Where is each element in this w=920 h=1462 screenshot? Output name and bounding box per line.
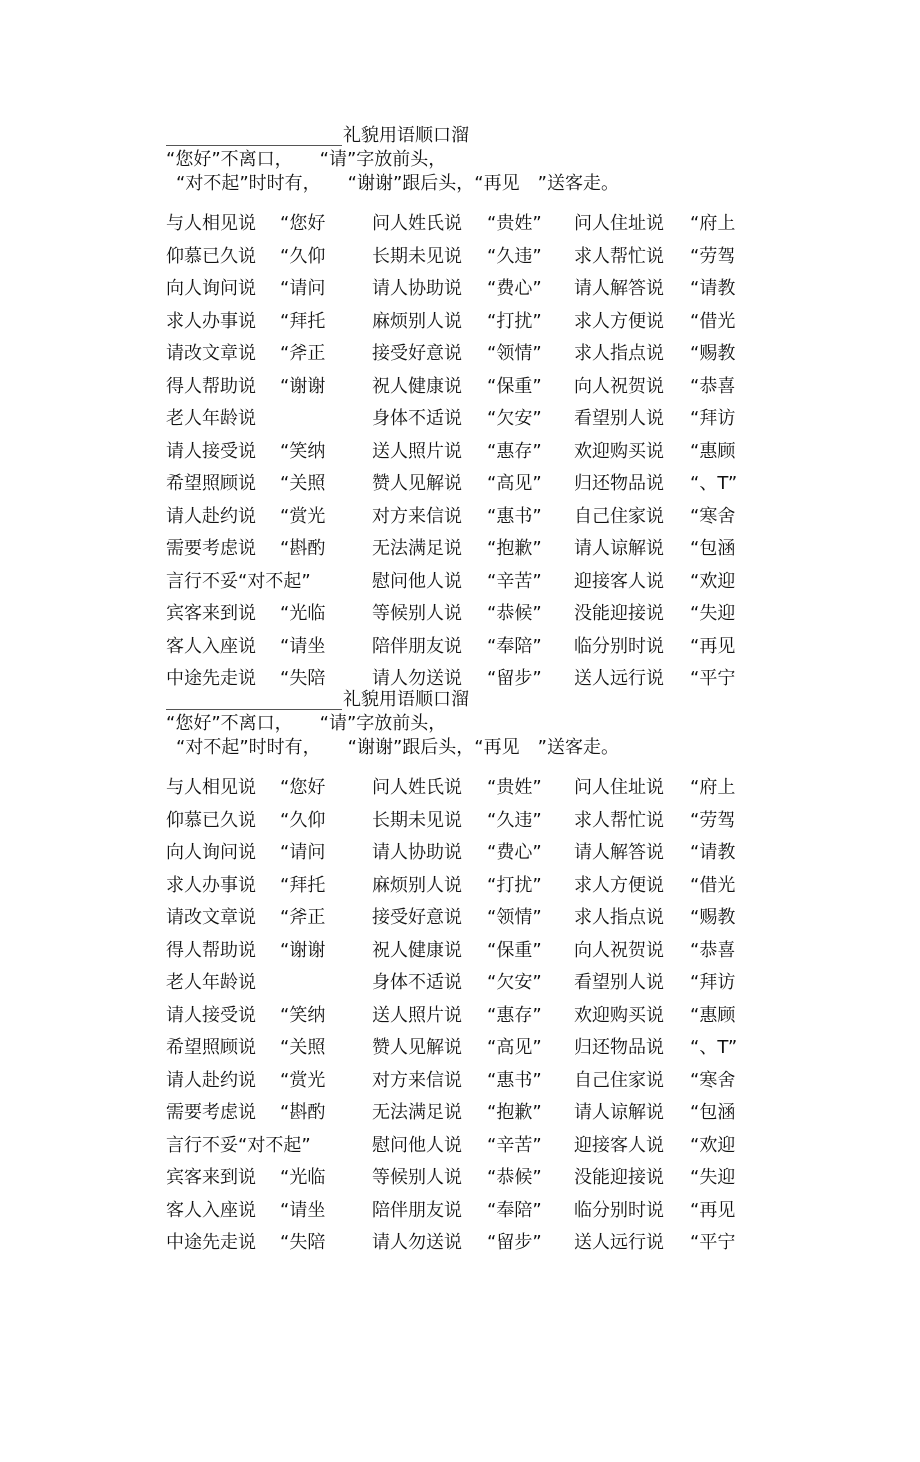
situation-text: 长期未见说	[372, 245, 462, 267]
phrase-row	[0, 603, 920, 633]
situation-text: 言行不妥“对不起”	[166, 1134, 311, 1156]
polite-phrase: “斧正	[280, 343, 326, 364]
situation-text: 向人询问说	[166, 278, 256, 299]
situation-text: 老人年龄说	[166, 972, 256, 993]
situation-text: 对方来信说	[372, 505, 462, 527]
polite-phrase: “抱歉”	[487, 538, 542, 559]
situation-text: 身体不适说	[372, 972, 462, 993]
polite-phrase: “赏光	[280, 505, 326, 527]
polite-phrase: “贵姓”	[487, 213, 542, 234]
situation-text: 向人祝贺说	[574, 375, 664, 397]
situation-text: 希望照顾说	[166, 1037, 256, 1058]
situation-text: 欢迎购买说	[574, 440, 664, 462]
polite-phrase: “包涵	[690, 538, 736, 559]
situation-text: 请人解答说	[574, 278, 664, 299]
polite-phrase: “请问	[280, 278, 326, 299]
polite-phrase: “辛苦”	[487, 570, 542, 592]
polite-phrase: “、T”	[690, 1037, 738, 1058]
polite-phrase: “斟酌	[280, 1102, 326, 1123]
situation-text: 求人办事说	[166, 874, 256, 896]
situation-text: 言行不妥“对不起”	[166, 570, 311, 592]
polite-phrase: “惠书”	[487, 505, 542, 527]
situation-text: 看望别人说	[574, 408, 664, 429]
polite-phrase: “拜访	[690, 408, 736, 429]
situation-text: 请人赴约说	[166, 1069, 256, 1091]
situation-text: 客人入座说	[166, 1199, 256, 1221]
phrase-row	[0, 1135, 920, 1165]
situation-text: 求人帮忙说	[574, 245, 664, 267]
polite-phrase: “拜托	[280, 874, 326, 896]
situation-text: 自己住家说	[574, 1069, 664, 1091]
phrase-row	[0, 311, 920, 341]
situation-text: 麻烦别人说	[372, 310, 462, 332]
polite-phrase: “久违”	[487, 809, 542, 831]
situation-text: 客人入座说	[166, 635, 256, 657]
situation-text: 欢迎购买说	[574, 1004, 664, 1026]
phrase-row	[0, 1070, 920, 1100]
situation-text: 与人相见说	[166, 213, 256, 234]
polite-phrase: “欠安”	[487, 408, 542, 429]
situation-text: 没能迎接说	[574, 603, 664, 624]
phrase-row	[0, 875, 920, 905]
situation-text: 得人帮助说	[166, 939, 256, 961]
polite-phrase: “费心”	[487, 842, 542, 863]
polite-phrase: “恭喜	[690, 375, 736, 397]
situation-text: 临分别时说	[574, 1199, 664, 1221]
situation-text: 请人谅解说	[574, 1102, 664, 1123]
intro-line: “对不起”时时有， “谢谢”跟后头，“再见 ”送客走。	[176, 173, 619, 194]
situation-text: 问人住址说	[574, 213, 664, 234]
situation-text: 希望照顾说	[166, 473, 256, 494]
phrase-row	[0, 1102, 920, 1132]
situation-text: 等候别人说	[372, 603, 462, 624]
polite-phrase: “寒舍	[690, 505, 736, 527]
situation-text: 祝人健康说	[372, 939, 462, 961]
polite-phrase: “留步”	[487, 1232, 542, 1253]
polite-phrase: “保重”	[487, 939, 542, 961]
polite-phrase: “贵姓”	[487, 777, 542, 798]
phrase-row	[0, 842, 920, 872]
situation-text: 归还物品说	[574, 1037, 664, 1058]
polite-phrase: “失迎	[690, 603, 736, 624]
polite-phrase: “光临	[280, 1167, 326, 1188]
polite-phrase: “您好	[280, 777, 326, 798]
polite-phrase: “惠存”	[487, 1004, 542, 1026]
situation-text: 迎接客人说	[574, 1134, 664, 1156]
polite-phrase: “久仰	[280, 809, 326, 831]
polite-phrase: “拜访	[690, 972, 736, 993]
situation-text: 求人办事说	[166, 310, 256, 332]
polite-phrase: “平宁	[690, 668, 736, 689]
situation-text: 老人年龄说	[166, 408, 256, 429]
situation-text: 请人谅解说	[574, 538, 664, 559]
polite-phrase: “领情”	[487, 907, 542, 928]
situation-text: 送人远行说	[574, 668, 664, 689]
situation-text: 请改文章说	[166, 343, 256, 364]
polite-phrase: “奉陪”	[487, 635, 542, 657]
situation-text: 求人指点说	[574, 907, 664, 928]
phrase-row	[0, 506, 920, 536]
polite-phrase: “谢谢	[280, 375, 326, 397]
polite-phrase: “赐教	[690, 907, 736, 928]
polite-phrase: “久仰	[280, 245, 326, 267]
situation-text: 中途先走说	[166, 668, 256, 689]
polite-phrase: “府上	[690, 777, 736, 798]
polite-phrase: “失陪	[280, 668, 326, 689]
polite-phrase: “打扰”	[487, 874, 542, 896]
situation-text: 请改文章说	[166, 907, 256, 928]
phrase-row	[0, 343, 920, 373]
phrase-row	[0, 246, 920, 276]
situation-text: 求人指点说	[574, 343, 664, 364]
polite-phrase: “欢迎	[690, 1134, 736, 1156]
polite-phrase: “请教	[690, 842, 736, 863]
polite-phrase: “斟酌	[280, 538, 326, 559]
phrase-row	[0, 907, 920, 937]
polite-phrase: “高见”	[487, 473, 542, 494]
poem-title: 礼貌用语顺口溜	[343, 125, 469, 146]
phrase-row	[0, 940, 920, 970]
situation-text: 无法满足说	[372, 1102, 462, 1123]
polite-phrase: “失迎	[690, 1167, 736, 1188]
polite-phrase: “寒舍	[690, 1069, 736, 1091]
situation-text: 祝人健康说	[372, 375, 462, 397]
polite-phrase: “奉陪”	[487, 1199, 542, 1221]
phrase-row	[0, 972, 920, 1002]
situation-text: 宾客来到说	[166, 603, 256, 624]
polite-phrase: “费心”	[487, 278, 542, 299]
polite-phrase: “府上	[690, 213, 736, 234]
situation-text: 慰问他人说	[372, 1134, 462, 1156]
polite-phrase: “惠书”	[487, 1069, 542, 1091]
situation-text: 请人赴约说	[166, 505, 256, 527]
polite-phrase: “请教	[690, 278, 736, 299]
situation-text: 请人协助说	[372, 278, 462, 299]
situation-text: 请人接受说	[166, 1004, 256, 1026]
polite-phrase: “拜托	[280, 310, 326, 332]
polite-phrase: “关照	[280, 1037, 326, 1058]
situation-text: 送人照片说	[372, 1004, 462, 1026]
situation-text: 临分别时说	[574, 635, 664, 657]
polite-phrase: “恭候”	[487, 1167, 542, 1188]
phrase-row	[0, 408, 920, 438]
situation-text: 向人祝贺说	[574, 939, 664, 961]
polite-phrase: “笑纳	[280, 440, 326, 462]
situation-text: 没能迎接说	[574, 1167, 664, 1188]
situation-text: 请人接受说	[166, 440, 256, 462]
situation-text: 求人方便说	[574, 310, 664, 332]
situation-text: 中途先走说	[166, 1232, 256, 1253]
phrase-row	[0, 1200, 920, 1230]
situation-text: 请人协助说	[372, 842, 462, 863]
polite-phrase: “高见”	[487, 1037, 542, 1058]
situation-text: 与人相见说	[166, 777, 256, 798]
polite-phrase: “借光	[690, 874, 736, 896]
situation-text: 送人远行说	[574, 1232, 664, 1253]
phrase-row	[0, 213, 920, 243]
polite-phrase: “平宁	[690, 1232, 736, 1253]
situation-text: 等候别人说	[372, 1167, 462, 1188]
phrase-row	[0, 538, 920, 568]
intro-line: “对不起”时时有， “谢谢”跟后头，“再见 ”送客走。	[176, 737, 619, 758]
situation-text: 问人住址说	[574, 777, 664, 798]
phrase-row	[0, 376, 920, 406]
polite-phrase: “劳驾	[690, 245, 736, 267]
situation-text: 长期未见说	[372, 809, 462, 831]
polite-phrase: “斧正	[280, 907, 326, 928]
polite-phrase: “惠存”	[487, 440, 542, 462]
polite-phrase: “再见	[690, 1199, 736, 1221]
situation-text: 看望别人说	[574, 972, 664, 993]
situation-text: 仰慕已久说	[166, 245, 256, 267]
situation-text: 求人方便说	[574, 874, 664, 896]
situation-text: 需要考虑说	[166, 538, 256, 559]
situation-text: 求人帮忙说	[574, 809, 664, 831]
polite-phrase: “请问	[280, 842, 326, 863]
situation-text: 接受好意说	[372, 907, 462, 928]
polite-phrase: “领情”	[487, 343, 542, 364]
polite-phrase: “关照	[280, 473, 326, 494]
situation-text: 需要考虑说	[166, 1102, 256, 1123]
situation-text: 得人帮助说	[166, 375, 256, 397]
phrase-row	[0, 636, 920, 666]
situation-text: 问人姓氏说	[372, 213, 462, 234]
polite-phrase: “抱歉”	[487, 1102, 542, 1123]
title-rule	[166, 709, 342, 710]
polite-phrase: “辛苦”	[487, 1134, 542, 1156]
polite-phrase: “劳驾	[690, 809, 736, 831]
phrase-row	[0, 441, 920, 471]
polite-phrase: “请坐	[280, 1199, 326, 1221]
polite-phrase: “保重”	[487, 375, 542, 397]
situation-text: 向人询问说	[166, 842, 256, 863]
polite-phrase: “欢迎	[690, 570, 736, 592]
situation-text: 自己住家说	[574, 505, 664, 527]
polite-phrase: “包涵	[690, 1102, 736, 1123]
situation-text: 麻烦别人说	[372, 874, 462, 896]
polite-phrase: “打扰”	[487, 310, 542, 332]
situation-text: 对方来信说	[372, 1069, 462, 1091]
phrase-row	[0, 473, 920, 503]
situation-text: 请人勿送说	[372, 1232, 462, 1253]
situation-text: 赞人见解说	[372, 1037, 462, 1058]
polite-phrase: “再见	[690, 635, 736, 657]
polite-phrase: “请坐	[280, 635, 326, 657]
phrase-row	[0, 1167, 920, 1197]
situation-text: 无法满足说	[372, 538, 462, 559]
polite-phrase: “赐教	[690, 343, 736, 364]
situation-text: 接受好意说	[372, 343, 462, 364]
polite-phrase: “恭喜	[690, 939, 736, 961]
title-rule	[166, 145, 342, 146]
situation-text: 迎接客人说	[574, 570, 664, 592]
polite-phrase: “借光	[690, 310, 736, 332]
phrase-row	[0, 777, 920, 807]
situation-text: 请人勿送说	[372, 668, 462, 689]
phrase-row	[0, 278, 920, 308]
polite-phrase: “、T”	[690, 473, 738, 494]
poem-title: 礼貌用语顺口溜	[343, 689, 469, 710]
situation-text: 陪伴朋友说	[372, 635, 462, 657]
polite-phrase: “您好	[280, 213, 326, 234]
situation-text: 身体不适说	[372, 408, 462, 429]
situation-text: 陪伴朋友说	[372, 1199, 462, 1221]
situation-text: 宾客来到说	[166, 1167, 256, 1188]
polite-phrase: “失陪	[280, 1232, 326, 1253]
phrase-row	[0, 1005, 920, 1035]
polite-phrase: “光临	[280, 603, 326, 624]
situation-text: 问人姓氏说	[372, 777, 462, 798]
situation-text: 慰问他人说	[372, 570, 462, 592]
phrase-row	[0, 810, 920, 840]
polite-phrase: “久违”	[487, 245, 542, 267]
situation-text: 赞人见解说	[372, 473, 462, 494]
intro-line: “您好”不离口， “请”字放前头，	[166, 149, 447, 170]
polite-phrase: “恭候”	[487, 603, 542, 624]
situation-text: 请人解答说	[574, 842, 664, 863]
situation-text: 送人照片说	[372, 440, 462, 462]
situation-text: 仰慕已久说	[166, 809, 256, 831]
intro-line: “您好”不离口， “请”字放前头，	[166, 713, 447, 734]
phrase-row	[0, 1037, 920, 1067]
polite-phrase: “谢谢	[280, 939, 326, 961]
phrase-row	[0, 1232, 920, 1262]
polite-phrase: “欠安”	[487, 972, 542, 993]
phrase-row	[0, 571, 920, 601]
polite-phrase: “惠顾	[690, 440, 736, 462]
situation-text: 归还物品说	[574, 473, 664, 494]
polite-phrase: “留步”	[487, 668, 542, 689]
polite-phrase: “惠顾	[690, 1004, 736, 1026]
polite-phrase: “赏光	[280, 1069, 326, 1091]
polite-phrase: “笑纳	[280, 1004, 326, 1026]
